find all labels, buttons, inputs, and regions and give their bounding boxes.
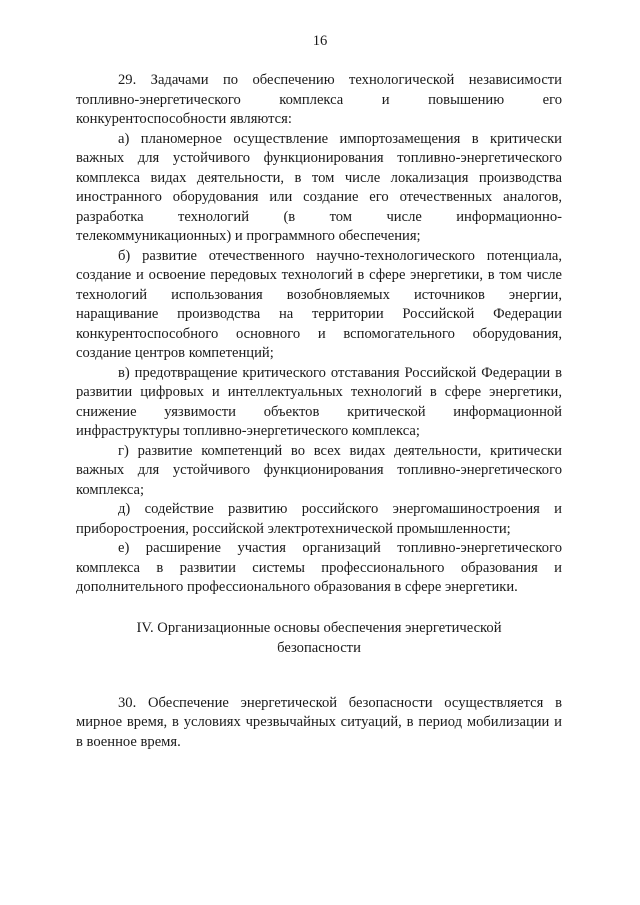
list-item-b: б) развитие отечественного научно-технологического потенциала, создание и освоение передовых технологий в сфере энергетики, в том числе технологий использования возобновляемых источников энергии, наращивание производства на территории Российской Федерации конкурентоспособного основного и вспомогательного оборудования, создание центров компетенций; [76,247,562,361]
section-heading-line2: безопасности [277,639,361,656]
section-heading [76,618,562,658]
list-item-e: е) расширение участия организаций топливно-энергетического комплекса в развитии системы профессионального образования и дополнительного профессионального образования в сфере энергетики. [76,540,562,595]
list-item-a: а) планомерное осуществление импортозамещения в критически важных для устойчивого функционирования топливно-энергетического комплекса видах деятельности, в том числе локализация производства иностранного оборудования или создание его отечественных аналогов, разработка технологий (в том числе информационно-телекоммуникационных) и программного обеспечения; [76,130,562,244]
list-item-d: д) содействие развитию российского энергомашиностроения и приборостроения, российской электротехнической промышленности; [76,501,562,537]
list-item-g: г) развитие компетенций во всех видах деятельности, критически важных для устойчивого функционирования топливно-энергетического комплекса; [76,442,562,498]
page-number: 16 [312,33,328,49]
document-body [76,71,562,752]
paragraph-30: 30. Обеспечение энергетической безопасности осуществляется в мирное время, в условиях чрезвычайных ситуаций, в период мобилизации и в военное время. [76,694,562,750]
list-item-v: в) предотвращение критического отставания Российской Федерации в развитии цифровых и интеллектуальных технологий в сфере энергетики, снижение уязвимости объектов критической информационной инфраструктуры топливно-энергетического комплекса; [76,364,562,439]
paragraph-29: 29. Задачами по обеспечению технологической независимости топливно-энергетического комплекса и повышению его конкурентоспособности являются: [76,72,562,127]
section-heading-line1: IV. Организационные основы обеспечения энергетической [136,619,502,636]
